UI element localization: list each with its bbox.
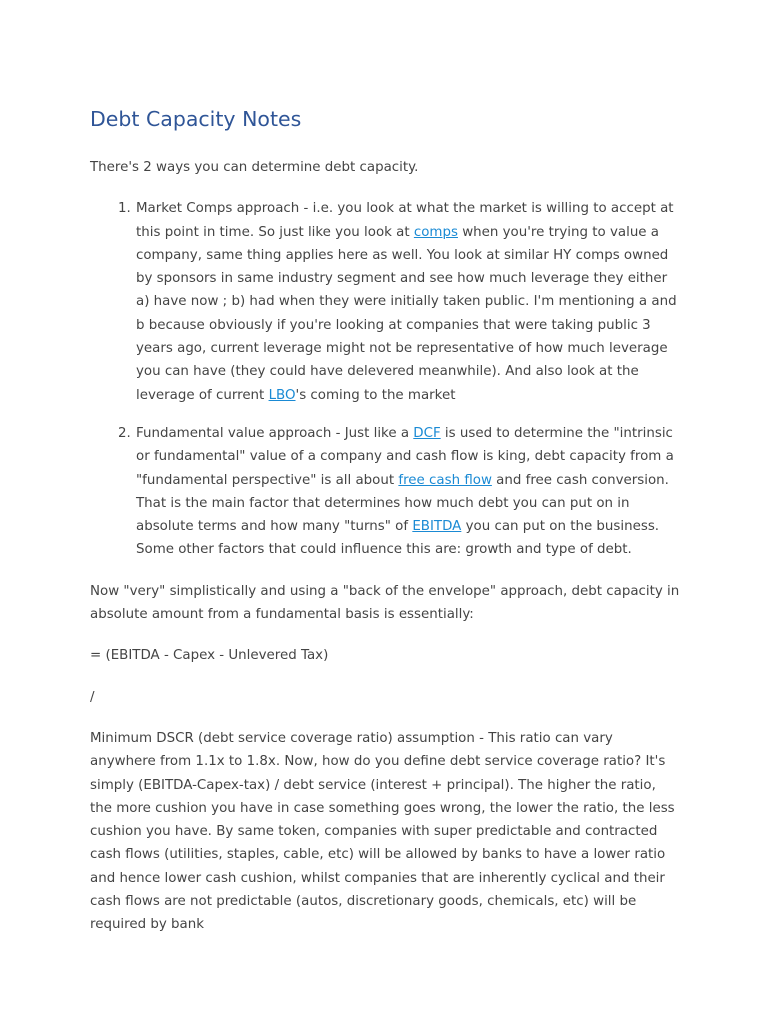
dcf-link[interactable]: DCF: [413, 425, 441, 441]
intro-paragraph: There's 2 ways you can determine debt capacity.: [90, 160, 419, 175]
lbo-link[interactable]: LBO: [268, 387, 296, 403]
list-item-text: Fundamental value approach - Just like a: [136, 425, 414, 441]
approaches-list: [90, 197, 680, 561]
list-item-text: and free cash conversion. That is the main factor that determines how much debt you can put on in absolute terms and how many "turns" of: [136, 472, 669, 535]
ebitda-link[interactable]: EBITDA: [412, 519, 462, 535]
simplistic-paragraph: Now "very" simplistically and using a "back of the envelope" approach, debt capacity in absolute amount from a fundamental basis is essentially:: [90, 583, 680, 623]
formula-line: = (EBITDA - Capex - Unlevered Tax): [90, 648, 329, 664]
list-item-fundamental-value: [135, 422, 680, 562]
comps-link[interactable]: comps: [413, 224, 458, 240]
list-item-text: 's coming to the market: [295, 387, 456, 403]
list-item-text: Market Comps approach - i.e. you look at what the market is willing to accept at this point in time. So just like you look at: [136, 201, 674, 240]
divider-line: /: [90, 689, 95, 705]
list-item-market-comps: [135, 197, 680, 407]
document-body: [90, 104, 680, 955]
dscr-paragraph: Minimum DSCR (debt service coverage ratio) assumption - This ratio can vary anywhere from 1.1x to 1.8x. Now, how do you define debt service coverage ratio? It's simply (EBITDA-Capex-tax) / debt service (interest + principal). The higher the ratio, the more cushion you have in case something goes wrong, the lower the ratio, the less cushion you have. By same token, companies with super predictable and contracted cash flows (utilities, staples, cable, etc) will be allowed by banks to have a lower ratio and hence lower cash cushion, whilst companies that are inherently cyclical and their cash flows are not predictable (autos, discretionary goods, chemicals, etc) will be required by bank: [90, 730, 675, 933]
list-item-text: you can put on the business. Some other factors that could influence this are: growth and type of debt.: [136, 519, 660, 558]
list-item-text: is used to determine the "intrinsic or fundamental" value of a company and cash flow is king, debt capacity from a "fundamental perspective" is all about: [136, 425, 674, 488]
page-title: Debt Capacity Notes: [90, 107, 302, 131]
free-cash-flow-link[interactable]: free cash flow: [398, 472, 492, 488]
list-item-text: when you're trying to value a company, same thing applies here as well. You look at similar HY comps owned by sponsors in same industry segment and see how much leverage they either a) have now ; b) had when they were initially taken public. I'm mentioning a and b because obviously if you're looking at companies that were taking public 3 years ago, current leverage might not be representative of how much leverage you can have (they could have delevered meanwhile). And also look at the leverage of current: [136, 224, 677, 403]
